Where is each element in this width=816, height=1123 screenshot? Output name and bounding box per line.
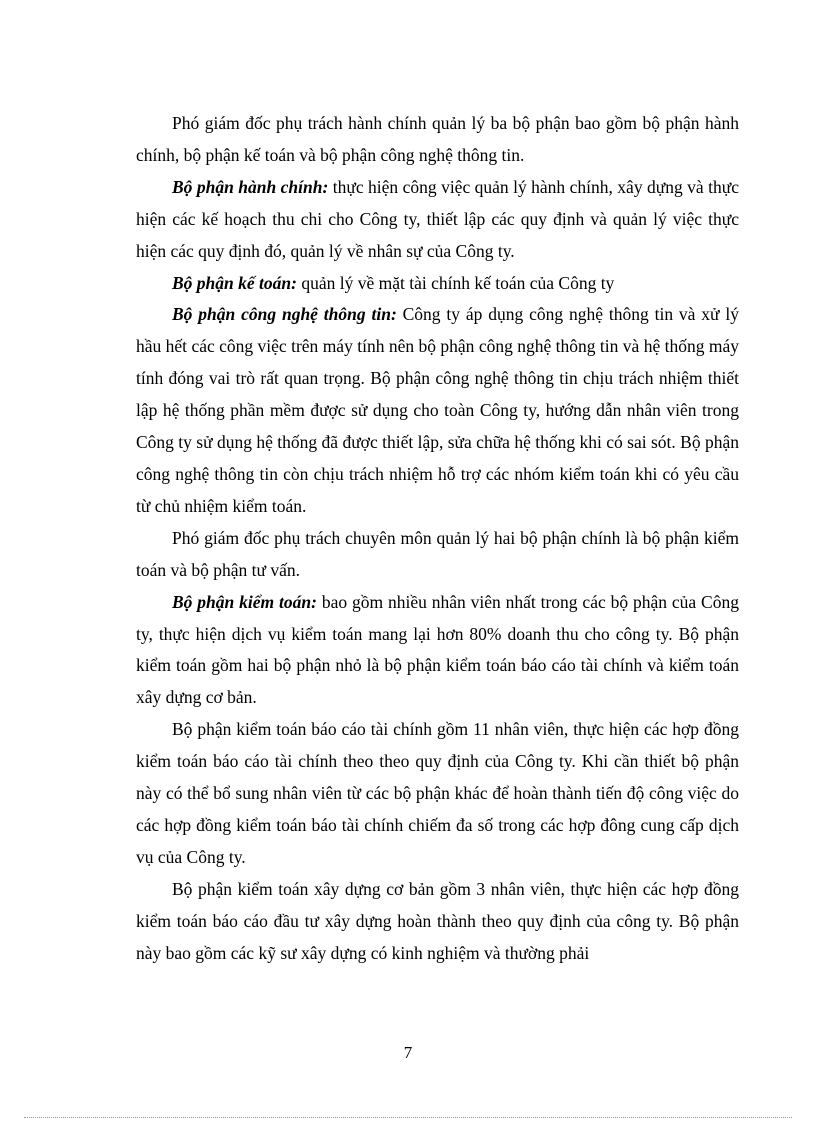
paragraph bbox=[136, 874, 739, 970]
paragraph-text: bao gồm nhiều nhân viên nhất trong các bộ phận của Công ty, thực hiện dịch vụ kiểm toán mang lại hơn 80% doanh thu cho công ty. Bộ phận kiểm toán gồm hai bộ phận nhỏ là bộ phận kiểm toán báo cáo tài chính và kiểm toán xây dựng cơ bản. bbox=[136, 591, 739, 708]
paragraph-text: Bộ phận kiểm toán xây dựng cơ bản gồm 3 nhân viên, thực hiện các hợp đồng kiểm toán báo cáo đầu tư xây dựng hoàn thành theo quy định của công ty. Bộ phận này bao gồm các kỹ sư xây dựng có kinh nghiệm và thường phải bbox=[136, 878, 739, 963]
paragraph bbox=[136, 523, 739, 587]
paragraph bbox=[136, 172, 739, 268]
paragraph-text: quản lý về mặt tài chính kế toán của Công ty bbox=[296, 272, 615, 293]
page-number: 7 bbox=[403, 1043, 413, 1062]
term-label: Bộ phận công nghệ thông tin: bbox=[172, 304, 397, 325]
term-label: Bộ phận kiểm toán: bbox=[172, 591, 317, 612]
paragraph-text: Phó giám đốc phụ trách chuyên môn quản lý hai bộ phận chính là bộ phận kiểm toán và bộ phận tư vấn. bbox=[136, 527, 739, 580]
paragraph-text: thực hiện công việc quản lý hành chính, xây dựng và thực hiện các kế hoạch thu chi cho Công ty, thiết lập các quy định và quản lý việc thực hiện các quy định đó, quản lý về nhân sự của Công ty. bbox=[136, 176, 739, 261]
paragraph-text: Công ty áp dụng công nghệ thông tin và xử lý hầu hết các công việc trên máy tính nên bộ phận công nghệ thông tin và hệ thống máy tính đóng vai trò rất quan trọng. Bộ phận công nghệ thông tin chịu trách nhiệm thiết lập hệ thống phần mềm được sử dụng cho toàn Công ty, hướng dẫn nhân viên trong Công ty sử dụng hệ thống đã được thiết lập, sửa chữa hệ thống khi có sai sót. Bộ phận công nghệ thông tin còn chịu trách nhiệm hỗ trợ các nhóm kiểm toán khi có yêu cầu từ chủ nhiệm kiểm toán. bbox=[136, 304, 739, 516]
paragraph bbox=[136, 714, 739, 874]
paragraph bbox=[136, 299, 739, 522]
body-text bbox=[136, 108, 739, 969]
paragraph-text: Phó giám đốc phụ trách hành chính quản lý ba bộ phận bao gồm bộ phận hành chính, bộ phận kế toán và bộ phận công nghệ thông tin. bbox=[136, 113, 739, 165]
term-label: Bộ phận kế toán: bbox=[172, 272, 297, 293]
term-label: Bộ phận hành chính: bbox=[172, 176, 329, 197]
paragraph bbox=[136, 268, 739, 300]
paragraph bbox=[136, 587, 739, 715]
page-bottom-divider bbox=[24, 1117, 792, 1118]
paragraph bbox=[136, 108, 739, 172]
paragraph-text: Bộ phận kiểm toán báo cáo tài chính gồm 11 nhân viên, thực hiện các hợp đồng kiểm toán báo cáo tài chính theo theo quy định của Công ty. Khi cần thiết bộ phận này có thể bổ sung nhân viên từ các bộ phận khác để hoàn thành tiến độ công việc do các hợp đồng kiểm toán báo tài chính chiếm đa số trong các hợp đông cung cấp dịch vụ của Công ty. bbox=[136, 719, 739, 867]
